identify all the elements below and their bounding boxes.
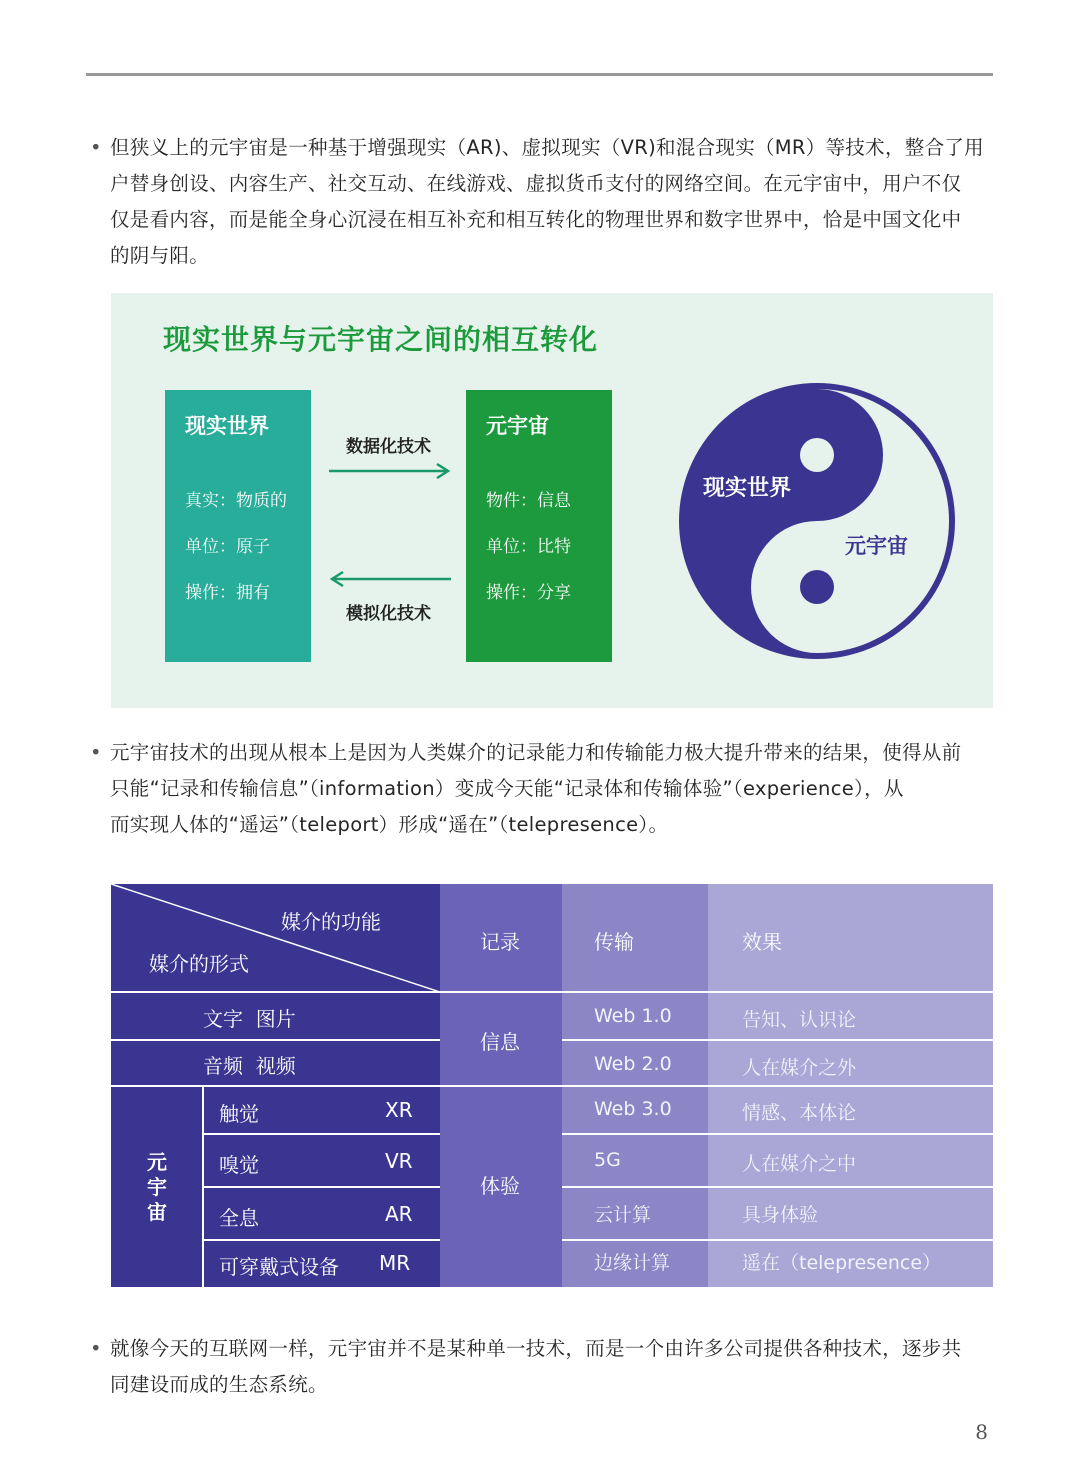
real-world-line: 真实：物质的 — [185, 491, 287, 511]
table-divider — [203, 1186, 440, 1188]
yin-yang-meta-label: 元宇宙 — [845, 534, 908, 558]
effect-value: 人在媒介之中 — [742, 1153, 857, 1175]
meta-tech: MR — [379, 1251, 411, 1275]
meta-sense: 触觉 — [219, 1102, 259, 1126]
header-function: 媒介的功能 — [281, 910, 381, 934]
text-line: 元宇宙技术的出现从根本上是因为人类媒介的记录能力和传输能力极大提升带来的结果，使得从前 — [110, 741, 962, 764]
paragraph-media-capability — [90, 735, 994, 843]
transfer-column — [562, 992, 708, 1287]
record-info-label: 信息 — [480, 1030, 520, 1054]
header-effect — [708, 884, 993, 992]
table-divider — [203, 1239, 440, 1241]
metaverse-box — [466, 390, 612, 662]
transfer-value: 5G — [594, 1149, 621, 1171]
paragraph-ecosystem — [90, 1331, 994, 1403]
text-line: 的阴与阳。 — [110, 244, 210, 267]
metaverse-group-cell — [111, 1086, 203, 1287]
metaverse-group-label: 元宇宙 — [147, 1150, 167, 1224]
transformation-figure — [111, 293, 993, 708]
effect-value: 情感、本体论 — [742, 1102, 857, 1124]
effect-value: 遥在（telepresence） — [742, 1252, 942, 1274]
form-label: 文字 图片 — [203, 1007, 296, 1031]
yin-yang-icon — [679, 383, 955, 659]
real-world-heading: 现实世界 — [185, 414, 269, 438]
meta-row — [203, 1187, 440, 1240]
meta-row — [203, 1134, 440, 1187]
real-world-box — [165, 390, 311, 662]
table-divider — [111, 1085, 993, 1087]
meta-row — [203, 1240, 440, 1287]
record-exp-cell — [440, 1086, 562, 1287]
simulation-label: 模拟化技术 — [346, 604, 431, 624]
form-label: 音频 视频 — [203, 1054, 296, 1078]
effect-column — [708, 992, 993, 1287]
metaverse-line: 物件：信息 — [486, 491, 571, 511]
meta-tech: AR — [385, 1202, 413, 1226]
table-divider — [562, 1039, 993, 1041]
transfer-value: Web 3.0 — [594, 1098, 672, 1120]
meta-row — [203, 1086, 440, 1134]
text-line: 户替身创设、内容生产、社交互动、在线游戏、虚拟货币支付的网络空间。在元宇宙中，用户不仅 — [110, 172, 962, 195]
meta-sense: 可穿戴式设备 — [219, 1255, 339, 1279]
effect-value: 具身体验 — [742, 1204, 819, 1226]
form-row — [111, 992, 440, 1040]
table-divider — [562, 1239, 993, 1241]
record-exp-label: 体验 — [480, 1174, 520, 1198]
text-line: 只能“记录和传输信息”（information）变成今天能“记录体和传输体验”（experience），从 — [110, 777, 904, 800]
header-diagonal-cell — [111, 884, 440, 992]
table-divider — [562, 1186, 993, 1188]
table-divider — [111, 1039, 440, 1041]
effect-value: 人在媒介之外 — [742, 1057, 857, 1079]
yin-yang-real-label: 现实世界 — [703, 476, 792, 501]
real-world-line: 单位：原子 — [185, 537, 270, 557]
page-number: 8 — [975, 1420, 988, 1444]
text-line: 就像今天的互联网一样，元宇宙并不是某种单一技术，而是一个由许多公司提供各种技术，逐步共 — [110, 1337, 962, 1360]
bullet: • — [90, 741, 102, 764]
header-record-label: 记录 — [480, 930, 520, 954]
real-world-line: 操作：拥有 — [185, 583, 270, 603]
table-divider — [203, 1133, 440, 1135]
text-line: 但狭义上的元宇宙是一种基于增强现实（AR)、虚拟现实（VR)和混合现实（MR）等技术，整合了用 — [110, 136, 984, 159]
metaverse-line: 单位：比特 — [486, 537, 571, 557]
transfer-value: 边缘计算 — [594, 1252, 671, 1274]
transfer-value: Web 1.0 — [594, 1005, 672, 1027]
figure-title: 现实世界与元宇宙之间的相互转化 — [163, 323, 599, 356]
transfer-value: 云计算 — [594, 1204, 652, 1226]
paragraph-narrow-metaverse — [90, 130, 994, 274]
right-arrow-icon — [329, 463, 451, 479]
left-arrow-icon — [329, 571, 451, 587]
digitization-label: 数据化技术 — [346, 437, 431, 457]
meta-sense: 嗅觉 — [219, 1153, 259, 1177]
table-divider — [562, 1133, 993, 1135]
meta-tech: VR — [385, 1149, 413, 1173]
header-effect-label: 效果 — [742, 930, 782, 954]
meta-tech: XR — [385, 1098, 413, 1122]
header-transfer — [562, 884, 708, 992]
header-record — [440, 884, 562, 992]
metaverse-line: 操作：分享 — [486, 583, 571, 603]
media-table — [111, 884, 993, 1287]
header-transfer-label: 传输 — [594, 930, 634, 954]
meta-sense: 全息 — [219, 1206, 259, 1230]
text-line: 同建设而成的生态系统。 — [110, 1373, 328, 1396]
form-row — [111, 1040, 440, 1086]
effect-value: 告知、认识论 — [742, 1009, 857, 1031]
table-divider — [111, 991, 993, 993]
bullet: • — [90, 136, 102, 159]
table-divider — [202, 1086, 204, 1287]
text-line: 而实现人体的“遥运”（teleport）形成“遥在”（telepresence）。 — [110, 813, 669, 836]
transfer-value: Web 2.0 — [594, 1053, 672, 1075]
metaverse-heading: 元宇宙 — [486, 414, 549, 438]
record-info-cell — [440, 992, 562, 1086]
text-line: 仅是看内容，而是能全身心沉浸在相互补充和相互转化的物理世界和数字世界中，恰是中国文化中 — [110, 208, 962, 231]
top-rule — [86, 73, 993, 76]
bullet: • — [90, 1337, 102, 1360]
header-form: 媒介的形式 — [149, 952, 249, 976]
